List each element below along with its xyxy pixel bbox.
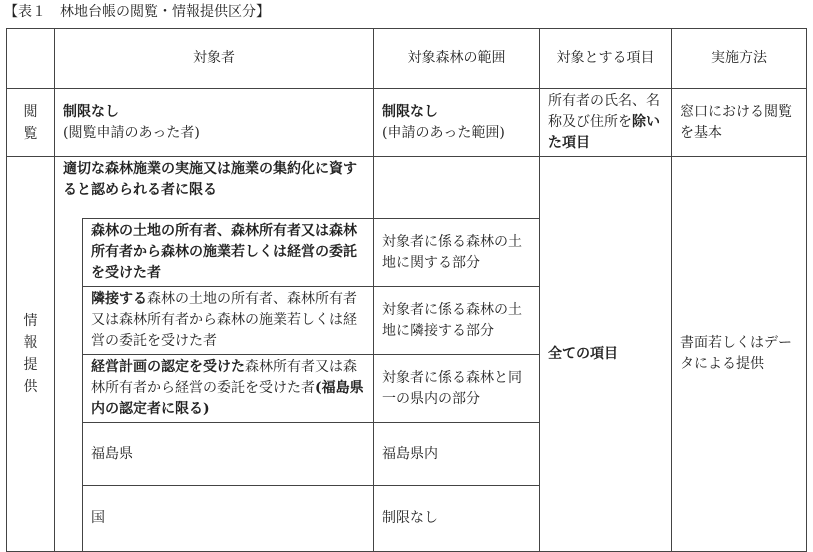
table-row-viewing (7, 89, 807, 157)
subrow-owner-scope: 対象者に係る森林の土地に関する部分 (374, 219, 540, 287)
header-target: 対象者 (55, 29, 374, 89)
viewing-scope-note: (申請のあった範囲) (382, 124, 505, 141)
info-method-cell: 書面若しくはデータによる提供 (672, 157, 807, 552)
header-scope: 対象森林の範囲 (374, 29, 540, 89)
viewing-scope-cell (374, 89, 540, 157)
viewing-target-cell (55, 89, 374, 157)
subrow-plan-scope: 対象者に係る森林と同一の県内の部分 (374, 355, 540, 423)
info-intro-scope-empty (374, 157, 540, 219)
info-items-cell: 全ての項目 (540, 157, 672, 552)
subrow-prefecture-target: 福島県 (83, 423, 374, 486)
header-corner (7, 29, 55, 89)
row-label-viewing: 閲 覧 (7, 89, 55, 157)
subrow-plan-target: 経営計画の認定を受けた森林所有者又は森林所有者から経営の委託を受けた者(福島県内の認定者に限る) (83, 355, 374, 423)
table-row-info-intro (7, 157, 807, 219)
header-row (7, 29, 807, 89)
viewing-scope-bold: 制限なし (382, 103, 438, 120)
info-indent-spacer (55, 219, 83, 552)
viewing-method-cell: 窓口における閲覧を基本 (672, 89, 807, 157)
header-items: 対象とする項目 (540, 29, 672, 89)
forest-ledger-table (6, 28, 807, 552)
viewing-target-bold: 制限なし (63, 103, 119, 120)
subrow-prefecture-scope: 福島県内 (374, 423, 540, 486)
subrow-adjacent-target: 隣接する森林の土地の所有者、森林所有者又は森林所有者から森林の施業若しくは経営の委託を受けた者 (83, 287, 374, 355)
subrow-national-scope: 制限なし (374, 486, 540, 552)
info-intro: 適切な森林施業の実施又は施業の集約化に資すると認められる者に限る (55, 157, 374, 219)
row-label-info: 情 報 提 供 (7, 157, 55, 552)
subrow-adjacent-scope: 対象者に係る森林の土地に隣接する部分 (374, 287, 540, 355)
viewing-items-cell: 所有者の氏名、名称及び住所を除いた項目 (540, 89, 672, 157)
subrow-national-target: 国 (83, 486, 374, 552)
table-caption: 【表１ 林地台帳の閲覧・情報提供区分】 (4, 4, 270, 20)
viewing-target-note: (閲覧申請のあった者) (63, 124, 200, 141)
subrow-owner-target: 森林の土地の所有者、森林所有者又は森林所有者から森林の施業若しくは経営の委託を受けた者 (83, 219, 374, 287)
header-method: 実施方法 (672, 29, 807, 89)
viewing-items-bold: 除いた項目 (548, 114, 660, 151)
